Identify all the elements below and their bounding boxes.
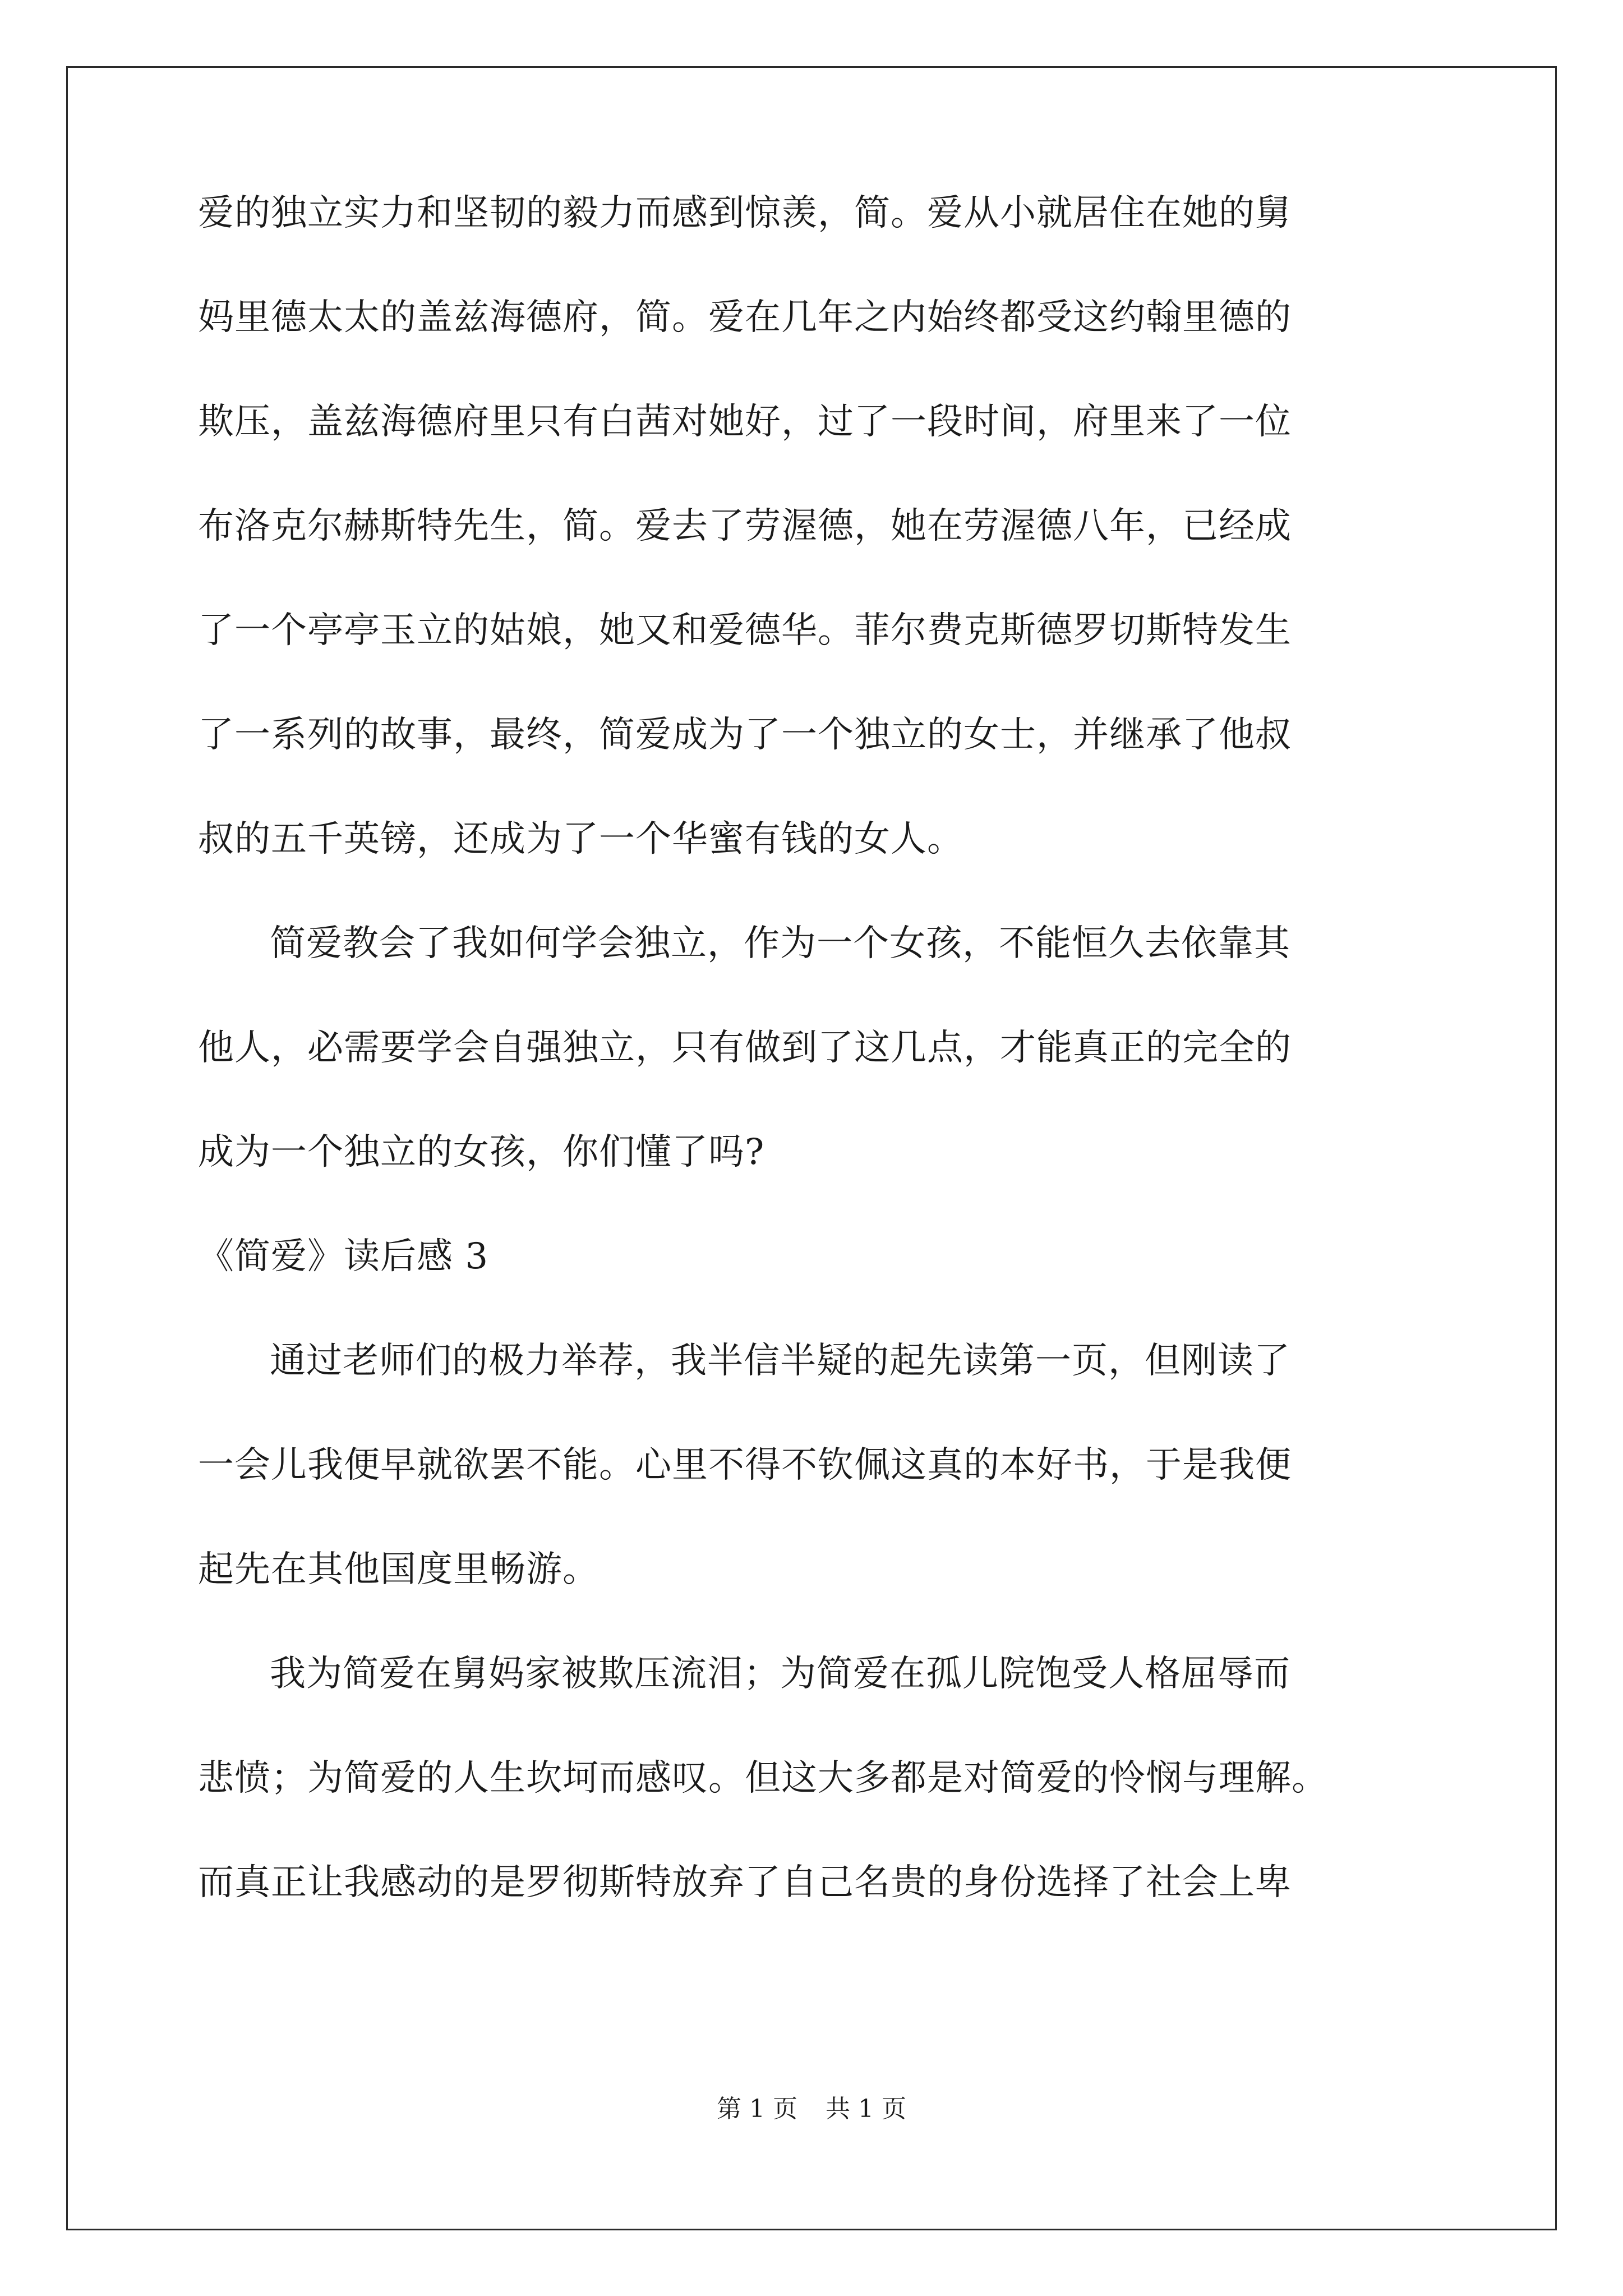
body-line: 一会儿我便早就欲罢不能。心里不得不钦佩这真的本好书，于是我便 — [198, 1444, 1292, 1486]
paragraph-start-line: 我为简爱在舅妈家被欺压流泪；为简爱在孤儿院饱受人格屈辱而 — [270, 1653, 1290, 1695]
body-line: 妈里德太太的盖兹海德府，简。爱在几年之内始终都受这约翰里德的 — [198, 297, 1292, 338]
paragraph-start-line: 通过老师们的极力举荐，我半信半疑的起先读第一页，但刚读了 — [270, 1340, 1290, 1382]
body-line: 起先在其他国度里畅游。 — [198, 1549, 599, 1590]
body-line: 而真正让我感动的是罗彻斯特放弃了自己名贵的身份选择了社会上卑 — [198, 1862, 1292, 1903]
body-line: 了一系列的故事，最终，简爱成为了一个独立的女士，并继承了他叔 — [198, 714, 1292, 756]
body-line: 了一个亭亭玉立的姑娘，她又和爱德华。菲尔费克斯德罗切斯特发生 — [198, 610, 1292, 651]
page-count: 共 1 页 — [826, 2095, 906, 2123]
body-line: 他人，必需要学会自强独立，只有做到了这几点，才能真正的完全的 — [198, 1027, 1292, 1069]
body-line: 爱的独立实力和坚韧的毅力而感到惊羡，简。爱从小就居住在她的舅 — [198, 192, 1292, 234]
body-line: 欺压，盖兹海德府里只有白茜对她好，过了一段时间，府里来了一位 — [198, 401, 1292, 443]
body-line: 布洛克尔赫斯特先生，简。爱去了劳渥德，她在劳渥德八年，已经成 — [198, 505, 1292, 547]
body-line: 悲愤；为简爱的人生坎坷而感叹。但这大多都是对简爱的怜悯与理解。 — [198, 1757, 1328, 1799]
body-line: 叔的五千英镑，还成为了一个华蜜有钱的女人。 — [198, 818, 963, 860]
section-heading: 《简爱》读后感 3 — [198, 1236, 489, 1277]
page-number: 第 1 页 — [717, 2095, 797, 2123]
page-footer — [0, 2093, 1623, 2125]
paragraph-start-line: 简爱教会了我如何学会独立，作为一个女孩，不能恒久去依靠其 — [270, 923, 1290, 964]
body-line: 成为一个独立的女孩，你们懂了吗? — [198, 1131, 765, 1173]
